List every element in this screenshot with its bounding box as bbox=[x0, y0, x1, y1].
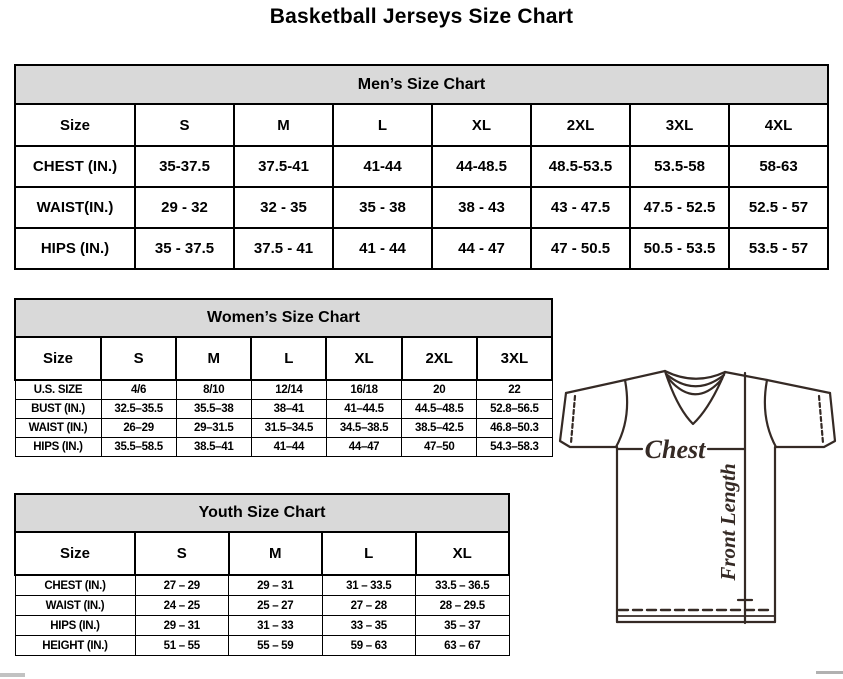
size-value-cell: 35-37.5 bbox=[135, 146, 234, 187]
page-title: Basketball Jerseys Size Chart bbox=[269, 5, 574, 28]
size-value-cell: 26–29 bbox=[101, 419, 176, 438]
jersey-shoulder-left bbox=[566, 371, 665, 393]
jersey-right-armhole bbox=[765, 380, 776, 447]
jersey-measurement-diagram bbox=[552, 356, 840, 636]
table-row bbox=[15, 636, 509, 656]
column-header: Size bbox=[15, 532, 135, 575]
jersey-diagram-svg bbox=[552, 356, 840, 636]
size-value-cell: 35 – 37 bbox=[416, 616, 510, 636]
size-value-cell: 35 - 37.5 bbox=[135, 228, 234, 269]
size-value-cell: 38–41 bbox=[251, 400, 326, 419]
row-label: U.S. SIZE bbox=[15, 380, 101, 400]
womens-size-chart bbox=[14, 298, 553, 457]
column-header: L bbox=[333, 104, 432, 146]
row-label: WAIST (IN.) bbox=[15, 419, 101, 438]
size-value-cell: 32 - 35 bbox=[234, 187, 333, 228]
size-value-cell: 20 bbox=[402, 380, 477, 400]
size-value-cell: 63 – 67 bbox=[416, 636, 510, 656]
table-row bbox=[15, 575, 509, 596]
size-value-cell: 33.5 – 36.5 bbox=[416, 575, 510, 596]
size-value-cell: 34.5–38.5 bbox=[326, 419, 401, 438]
row-label: WAIST (IN.) bbox=[15, 596, 135, 616]
column-header: 2XL bbox=[402, 337, 477, 380]
row-label: HIPS (IN.) bbox=[15, 228, 135, 269]
table-row bbox=[15, 187, 828, 228]
size-value-cell: 22 bbox=[477, 380, 552, 400]
jersey-left-sleeve bbox=[560, 393, 616, 447]
mens-chart-title: Men’s Size Chart bbox=[14, 64, 829, 103]
table-row bbox=[15, 419, 552, 438]
size-value-cell: 55 – 59 bbox=[229, 636, 323, 656]
scrollbar-fragment-right[interactable] bbox=[816, 671, 843, 674]
size-value-cell: 47.5 - 52.5 bbox=[630, 187, 729, 228]
size-value-cell: 29 – 31 bbox=[135, 616, 229, 636]
size-value-cell: 44 - 47 bbox=[432, 228, 531, 269]
size-value-cell: 35.5–38 bbox=[176, 400, 251, 419]
size-value-cell: 31 – 33 bbox=[229, 616, 323, 636]
size-value-cell: 41–44.5 bbox=[326, 400, 401, 419]
scrollbar-fragment-left[interactable] bbox=[0, 673, 25, 677]
table-row bbox=[15, 380, 552, 400]
size-value-cell: 44–47 bbox=[326, 438, 401, 457]
size-value-cell: 44.5–48.5 bbox=[402, 400, 477, 419]
column-header: S bbox=[135, 104, 234, 146]
size-value-cell: 37.5 - 41 bbox=[234, 228, 333, 269]
size-value-cell: 38.5–42.5 bbox=[402, 419, 477, 438]
size-value-cell: 38.5–41 bbox=[176, 438, 251, 457]
column-header: Size bbox=[15, 337, 101, 380]
size-value-cell: 53.5 - 57 bbox=[729, 228, 828, 269]
womens-chart-title: Women’s Size Chart bbox=[14, 298, 553, 336]
size-value-cell: 37.5-41 bbox=[234, 146, 333, 187]
front-length-label: Front Length bbox=[716, 463, 740, 581]
table-row bbox=[15, 146, 828, 187]
row-label: HIPS (IN.) bbox=[15, 616, 135, 636]
size-value-cell: 29 - 32 bbox=[135, 187, 234, 228]
column-header: M bbox=[229, 532, 323, 575]
size-value-cell: 38 - 43 bbox=[432, 187, 531, 228]
column-header: S bbox=[135, 532, 229, 575]
size-value-cell: 59 – 63 bbox=[322, 636, 416, 656]
size-value-cell: 41–44 bbox=[251, 438, 326, 457]
size-value-cell: 41 - 44 bbox=[333, 228, 432, 269]
size-value-cell: 44-48.5 bbox=[432, 146, 531, 187]
table-row bbox=[15, 400, 552, 419]
table-row bbox=[15, 596, 509, 616]
size-value-cell: 24 – 25 bbox=[135, 596, 229, 616]
size-value-cell: 8/10 bbox=[176, 380, 251, 400]
row-label: CHEST (IN.) bbox=[15, 575, 135, 596]
column-header: L bbox=[322, 532, 416, 575]
size-value-cell: 52.5 - 57 bbox=[729, 187, 828, 228]
size-value-cell: 51 – 55 bbox=[135, 636, 229, 656]
size-value-cell: 47 - 50.5 bbox=[531, 228, 630, 269]
size-value-cell: 29–31.5 bbox=[176, 419, 251, 438]
size-value-cell: 32.5–35.5 bbox=[101, 400, 176, 419]
row-label: BUST (IN.) bbox=[15, 400, 101, 419]
column-header: Size bbox=[15, 104, 135, 146]
size-value-cell: 46.8–50.3 bbox=[477, 419, 552, 438]
column-header: XL bbox=[326, 337, 401, 380]
table-row bbox=[15, 438, 552, 457]
size-value-cell: 50.5 - 53.5 bbox=[630, 228, 729, 269]
size-value-cell: 4/6 bbox=[101, 380, 176, 400]
jersey-right-cuff-dashes bbox=[819, 396, 823, 443]
size-value-cell: 35.5–58.5 bbox=[101, 438, 176, 457]
column-header: S bbox=[101, 337, 176, 380]
size-value-cell: 58-63 bbox=[729, 146, 828, 187]
size-value-cell: 35 - 38 bbox=[333, 187, 432, 228]
chest-label: Chest bbox=[644, 435, 706, 464]
youth-chart-title: Youth Size Chart bbox=[14, 493, 510, 531]
table-row bbox=[15, 616, 509, 636]
column-header: 2XL bbox=[531, 104, 630, 146]
jersey-shoulder-right bbox=[725, 372, 830, 393]
table-row bbox=[15, 228, 828, 269]
size-value-cell: 29 – 31 bbox=[229, 575, 323, 596]
column-header: 4XL bbox=[729, 104, 828, 146]
size-value-cell: 53.5-58 bbox=[630, 146, 729, 187]
row-label: HEIGHT (IN.) bbox=[15, 636, 135, 656]
jersey-collar-arc-1 bbox=[665, 371, 725, 379]
row-label: CHEST (IN.) bbox=[15, 146, 135, 187]
column-header: M bbox=[176, 337, 251, 380]
mens-size-table bbox=[14, 103, 829, 270]
size-value-cell: 31.5–34.5 bbox=[251, 419, 326, 438]
size-value-cell: 48.5-53.5 bbox=[531, 146, 630, 187]
size-value-cell: 28 – 29.5 bbox=[416, 596, 510, 616]
column-header: 3XL bbox=[477, 337, 552, 380]
size-value-cell: 33 – 35 bbox=[322, 616, 416, 636]
row-label: WAIST(IN.) bbox=[15, 187, 135, 228]
size-value-cell: 27 – 28 bbox=[322, 596, 416, 616]
size-value-cell: 47–50 bbox=[402, 438, 477, 457]
size-value-cell: 54.3–58.3 bbox=[477, 438, 552, 457]
jersey-left-armhole bbox=[616, 380, 627, 447]
size-value-cell: 31 – 33.5 bbox=[322, 575, 416, 596]
column-header: XL bbox=[416, 532, 510, 575]
womens-size-table bbox=[14, 336, 553, 457]
size-value-cell: 27 – 29 bbox=[135, 575, 229, 596]
size-value-cell: 25 – 27 bbox=[229, 596, 323, 616]
column-header: M bbox=[234, 104, 333, 146]
size-value-cell: 52.8–56.5 bbox=[477, 400, 552, 419]
mens-size-chart bbox=[14, 64, 829, 270]
row-label: HIPS (IN.) bbox=[15, 438, 101, 457]
column-header: L bbox=[251, 337, 326, 380]
jersey-left-cuff-dashes bbox=[571, 396, 575, 443]
size-value-cell: 12/14 bbox=[251, 380, 326, 400]
size-value-cell: 43 - 47.5 bbox=[531, 187, 630, 228]
jersey-right-sleeve bbox=[776, 393, 835, 447]
size-value-cell: 41-44 bbox=[333, 146, 432, 187]
size-value-cell: 16/18 bbox=[326, 380, 401, 400]
column-header: XL bbox=[432, 104, 531, 146]
column-header: 3XL bbox=[630, 104, 729, 146]
youth-size-table bbox=[14, 531, 510, 656]
youth-size-chart bbox=[14, 493, 510, 656]
